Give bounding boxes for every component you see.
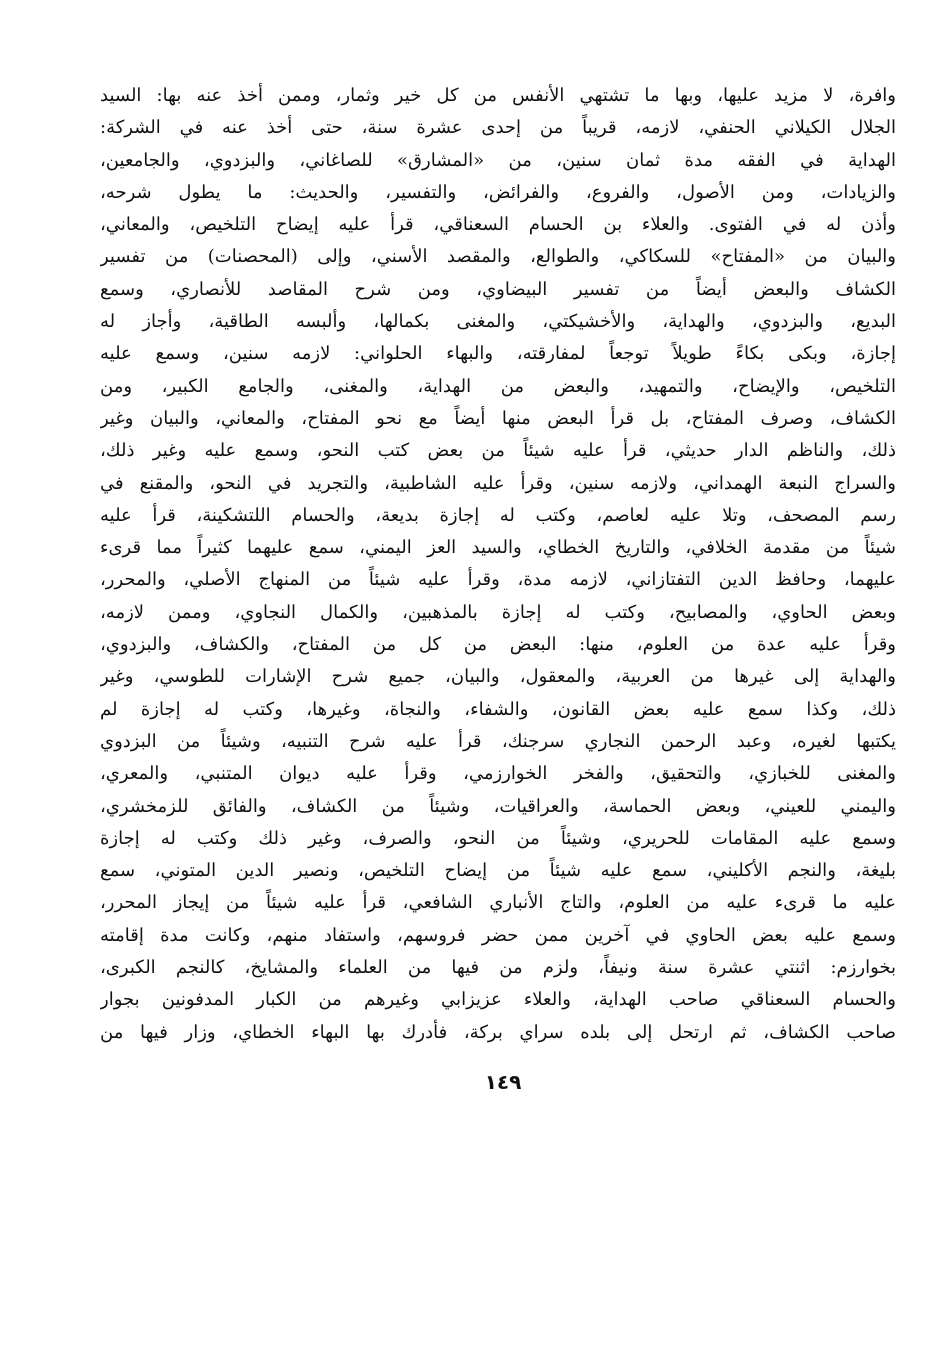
text-line: والمغنى للخبازي، والتحقيق، والفخر الخوارزمي، وقرأ عليه ديوان المتنبي، والمعري، bbox=[100, 763, 896, 785]
text-line: وأذن له في الفتوى. والعلاء بن الحسام السعناقي، قرأ عليه إيضاح التلخيص، والمعاني، bbox=[100, 214, 896, 236]
text-line: الكشاف، وصرف المفتاح، بل قرأ البعض منها أيضاً مع نحو المفتاح، والمعاني، والبيان وغير bbox=[100, 407, 896, 429]
text-line: والسراج النبعة الهمداني، ولازمه سنين، وقرأ عليه الشاطبية، والتجريد في النحو، والمقنع في bbox=[100, 472, 896, 494]
text-line: واليمني للعيني، وبعض الحماسة، والعراقيات، وشيئاً من الكشاف، والفائق للزمخشري، bbox=[100, 795, 896, 817]
text-line: وافرة، لا مزيد عليها، وبها ما تشتهي الأنفس من كل خير وثمار، وممن أخذ عنه بها: السيد bbox=[100, 85, 896, 106]
text-line: وسمع عليه المقامات للحريري، وشيئاً من النحو، والصرف، وغير ذلك وكتب له إجازة bbox=[100, 827, 896, 849]
text-line: الهداية في الفقه مدة ثمان سنين، من «المشارق» للصاغاني، والبزدوي، والجامعين، bbox=[100, 149, 896, 171]
page-number: ١٤٩ bbox=[484, 1070, 522, 1094]
text-line: والهداية إلى غيرها من العربية، والمعقول، والبيان، جميع شرح الإشارات للطوسي، وغير bbox=[100, 666, 896, 688]
text-line: رسم المصحف، وتلا عليه لعاصم، وكتب له إجازة بديعة، والحسام اللتشكينة، قرأ عليه bbox=[100, 504, 896, 526]
text-line: والزيادات، ومن الأصول، والفروع، والفرائض، والتفسير، والحديث: ما يطول شرحه، bbox=[100, 181, 896, 203]
text-line: وبعض الحاوي، والمصابيح، وكتب له إجازة بالمذهبين، والكمال النجاوي، وممن لازمه، bbox=[100, 601, 896, 623]
text-line: عليهما، وحافظ الدين التفتازاني، لازمه مدة، وقرأ عليه شيئاً من المنهاج الأصلي، والمحرر، bbox=[100, 569, 896, 591]
text-line: شيئاً من مقدمة الخلافي، والتاريخ الخطاي، والسيد العز اليمني، سمع عليهما كثيراً مما قرىء bbox=[100, 537, 896, 559]
text-line: وسمع عليه بعض الحاوي في آخرين ممن حضر فروسهم، واستفاد منهم، وكانت مدة إقامته bbox=[100, 924, 896, 946]
text-line: بخوارزم: اثنتي عشرة سنة ونيفاً، ولزم من فيها من العلماء والمشايخ، كالنجم الكبرى، bbox=[100, 957, 896, 979]
text-line: والحسام السعناقي صاحب الهداية، والعلاء عزيزابي وغيرهم من الكبار المدفونين بجوار bbox=[100, 989, 896, 1011]
text-line: إجازة، وبكى بكاءً طويلاً توجعاً لمفارقته، والبهاء الحلواني: لازمه سنين، وسمع عليه bbox=[100, 343, 896, 365]
text-line: التلخيص، والإيضاح، والتمهيد، والبعض من الهداية، والمغنى، والجامع الكبير، ومن bbox=[100, 375, 896, 397]
text-line: يكتبها لغيره، وعبد الرحمن النجاري سرجنك، قرأ عليه شرح التنبيه، وشيئاً من البزدوي bbox=[100, 730, 896, 752]
text-line: الكشاف والبعض أيضاً من تفسير البيضاوي، ومن شرح المقاصد للأنصاري، وسمع bbox=[100, 278, 896, 300]
text-line: صاحب الكشاف، ثم ارتحل إلى بلده سراي بركة، فأدرك بها البهاء الخطاي، وزار فيها من bbox=[100, 1021, 896, 1043]
text-line: البديع، والبزدوي، والهداية، والأخشيكتي، والمغنى بكمالها، وألبسه الطاقية، وأجاز له bbox=[100, 311, 896, 333]
text-line: بليغة، والنجم الأكليني، سمع عليه شيئاً من إيضاح التلخيص، ونصير الدين المتوني، سمع bbox=[100, 860, 896, 882]
text-line: عليه ما قرىء عليه من العلوم، والتاج الأنباري الشافعي، قرأ عليه شيئاً من إيجاز المحرر، bbox=[100, 892, 896, 914]
text-line: ذلك، وكذا سمع عليه بعض القانون، والشفاء، والنجاة، وغيرها، وكتب له إجازة لم bbox=[100, 698, 896, 720]
body-text bbox=[100, 80, 896, 1049]
text-line: وقرأ عليه عدة من العلوم، منها: البعض من كل من المفتاح، والكشاف، والبزدوي، bbox=[100, 634, 896, 656]
text-line: الجلال الكيلاني الحنفي، لازمه، قريباً من إحدى عشرة سنة، حتى أخذ عنه في الشركة: bbox=[100, 117, 896, 139]
text-line: ذلك، والناظم الدار حديثي، قرأ عليه شيئاً من بعض كتب النحو، وسمع عليه وغير ذلك، bbox=[100, 440, 896, 462]
text-line: والبيان من «المفتاح» للسكاكي، والطوالع، والمقصد الأسني، وإلى (المحصنات) من تفسير bbox=[100, 246, 896, 268]
